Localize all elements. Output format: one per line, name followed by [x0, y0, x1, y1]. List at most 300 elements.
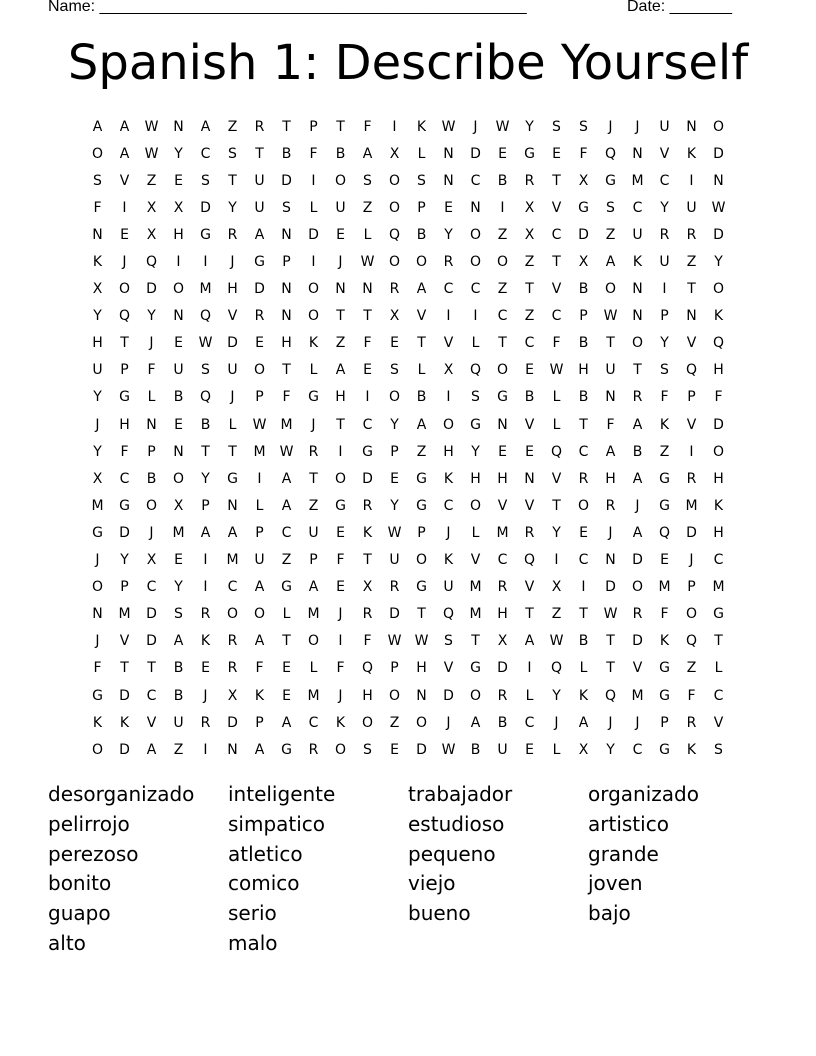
- grid-letter: V: [659, 145, 670, 162]
- grid-letter: W: [441, 118, 456, 135]
- grid-letter: O: [469, 226, 482, 243]
- grid-letter: N: [173, 118, 184, 135]
- grid-letter: M: [226, 552, 239, 569]
- word-list-item: joven: [588, 871, 643, 896]
- grid-letter: H: [92, 335, 103, 352]
- grid-letter: K: [443, 470, 454, 487]
- grid-letter: O: [253, 606, 266, 623]
- grid-letter: T: [336, 118, 345, 135]
- grid-letter: K: [335, 714, 346, 731]
- grid-letter: V: [443, 660, 454, 677]
- grid-letter: X: [551, 579, 562, 596]
- grid-letter: E: [390, 335, 399, 352]
- grid-letter: U: [659, 254, 670, 271]
- grid-letter: R: [578, 470, 589, 487]
- grid-letter: W: [414, 633, 429, 650]
- grid-letter: N: [281, 308, 292, 325]
- grid-letter: W: [144, 118, 159, 135]
- grid-letter: T: [336, 416, 345, 433]
- grid-letter: G: [659, 741, 670, 758]
- grid-letter: E: [336, 579, 345, 596]
- grid-letter: G: [416, 579, 427, 596]
- grid-letter: N: [605, 552, 616, 569]
- grid-letter: W: [549, 362, 564, 379]
- grid-letter: E: [579, 524, 588, 541]
- grid-letter: R: [389, 281, 400, 298]
- grid-letter: H: [119, 416, 130, 433]
- grid-letter: N: [605, 389, 616, 406]
- grid-letter: S: [444, 633, 453, 650]
- grid-letter: M: [253, 443, 266, 460]
- grid-letter: B: [173, 687, 184, 704]
- grid-letter: B: [524, 389, 535, 406]
- grid-letter: J: [446, 714, 451, 731]
- grid-letter: C: [281, 524, 292, 541]
- word-list-item: artistico: [588, 811, 669, 836]
- grid-letter: A: [416, 281, 427, 298]
- grid-letter: I: [203, 741, 208, 758]
- grid-letter: O: [469, 254, 482, 271]
- grid-letter: N: [92, 606, 103, 623]
- grid-letter: M: [712, 579, 725, 596]
- grid-letter: H: [470, 470, 481, 487]
- grid-letter: T: [471, 633, 480, 650]
- grid-letter: Q: [685, 633, 698, 650]
- grid-letter: D: [119, 687, 130, 704]
- grid-letter: T: [714, 633, 723, 650]
- grid-letter: R: [497, 687, 508, 704]
- grid-letter: E: [498, 145, 507, 162]
- grid-letter: X: [92, 470, 103, 487]
- word-list-item: simpatico: [228, 811, 326, 836]
- grid-letter: X: [524, 199, 535, 216]
- grid-letter: B: [470, 741, 481, 758]
- name-line[interactable]: Name: ________________________________________________: [48, 0, 527, 15]
- grid-letter: O: [415, 714, 428, 731]
- grid-letter: S: [282, 199, 291, 216]
- grid-letter: M: [631, 172, 644, 189]
- grid-letter: Q: [604, 687, 617, 704]
- grid-letter: D: [146, 281, 157, 298]
- grid-letter: J: [149, 335, 154, 352]
- grid-letter: T: [552, 497, 561, 514]
- grid-letter: H: [578, 362, 589, 379]
- grid-letter: I: [203, 254, 208, 271]
- grid-letter: X: [578, 741, 589, 758]
- grid-letter: O: [91, 741, 104, 758]
- grid-letter: W: [441, 741, 456, 758]
- grid-letter: Q: [685, 362, 698, 379]
- grid-letter: B: [281, 145, 292, 162]
- grid-letter: K: [686, 145, 697, 162]
- grid-letter: O: [334, 741, 347, 758]
- grid-letter: P: [390, 443, 399, 460]
- grid-letter: C: [713, 552, 724, 569]
- grid-letter: J: [635, 714, 640, 731]
- word-list-item: bajo: [588, 901, 631, 926]
- grid-letter: G: [470, 416, 481, 433]
- grid-letter: C: [443, 497, 454, 514]
- grid-letter: R: [227, 633, 238, 650]
- grid-letter: L: [363, 226, 372, 243]
- grid-letter: I: [581, 579, 586, 596]
- grid-letter: T: [552, 172, 561, 189]
- grid-letter: Q: [658, 524, 671, 541]
- grid-letter: J: [446, 524, 451, 541]
- grid-letter: D: [416, 741, 427, 758]
- grid-letter: X: [92, 281, 103, 298]
- grid-letter: Q: [712, 335, 725, 352]
- grid-letter: R: [632, 389, 643, 406]
- grid-letter: O: [334, 172, 347, 189]
- grid-letter: O: [442, 416, 455, 433]
- grid-letter: E: [525, 443, 534, 460]
- grid-letter: A: [632, 416, 643, 433]
- grid-letter: K: [308, 335, 319, 352]
- grid-letter: D: [308, 226, 319, 243]
- grid-letter: I: [662, 281, 667, 298]
- grid-letter: Q: [361, 660, 374, 677]
- grid-letter: A: [146, 741, 157, 758]
- grid-letter: W: [279, 443, 294, 460]
- grid-letter: X: [497, 633, 508, 650]
- grid-letter: L: [228, 416, 237, 433]
- grid-letter: F: [363, 118, 372, 135]
- grid-letter: F: [93, 199, 102, 216]
- grid-letter: O: [172, 470, 185, 487]
- grid-letter: V: [524, 579, 535, 596]
- grid-letter: M: [658, 579, 671, 596]
- grid-letter: X: [443, 362, 454, 379]
- grid-letter: O: [415, 552, 428, 569]
- grid-letter: R: [308, 443, 319, 460]
- grid-letter: X: [173, 497, 184, 514]
- grid-letter: H: [443, 443, 454, 460]
- grid-letter: V: [551, 470, 562, 487]
- grid-letter: S: [714, 741, 723, 758]
- grid-letter: K: [254, 687, 265, 704]
- grid-letter: Y: [444, 226, 453, 243]
- grid-letter: O: [469, 687, 482, 704]
- grid-letter: S: [201, 362, 210, 379]
- grid-letter: Z: [389, 714, 400, 731]
- grid-letter: H: [362, 687, 373, 704]
- grid-letter: D: [227, 335, 238, 352]
- grid-letter: A: [254, 741, 265, 758]
- grid-letter: M: [118, 606, 131, 623]
- grid-letter: I: [689, 172, 694, 189]
- grid-letter: G: [659, 687, 670, 704]
- grid-letter: N: [443, 172, 454, 189]
- grid-letter: D: [227, 714, 238, 731]
- grid-letter: G: [524, 145, 535, 162]
- grid-letter: O: [388, 199, 401, 216]
- grid-letter: P: [579, 308, 588, 325]
- grid-letter: L: [309, 362, 318, 379]
- grid-letter: O: [91, 579, 104, 596]
- grid-letter: W: [387, 633, 402, 650]
- grid-letter: D: [605, 579, 616, 596]
- grid-letter: L: [282, 606, 291, 623]
- grid-letter: G: [470, 660, 481, 677]
- grid-letter: X: [389, 308, 400, 325]
- grid-letter: D: [362, 470, 373, 487]
- grid-letter: R: [443, 254, 454, 271]
- grid-letter: G: [227, 470, 238, 487]
- grid-letter: T: [579, 416, 588, 433]
- grid-letter: T: [606, 633, 615, 650]
- grid-letter: W: [603, 308, 618, 325]
- word-list-item: viejo: [408, 871, 456, 896]
- grid-letter: P: [417, 199, 426, 216]
- grid-letter: T: [336, 308, 345, 325]
- grid-letter: O: [388, 687, 401, 704]
- grid-letter: N: [173, 308, 184, 325]
- grid-letter: P: [687, 579, 696, 596]
- grid-letter: C: [497, 308, 508, 325]
- grid-letter: D: [470, 145, 481, 162]
- grid-letter: L: [309, 660, 318, 677]
- grid-letter: I: [527, 660, 532, 677]
- grid-letter: G: [335, 497, 346, 514]
- grid-letter: U: [254, 199, 265, 216]
- grid-letter: G: [659, 470, 670, 487]
- page-title: Spanish 1: Describe Yourself: [67, 35, 749, 91]
- grid-letter: I: [203, 552, 208, 569]
- grid-letter: J: [338, 254, 343, 271]
- word-list-item: estudioso: [408, 811, 505, 836]
- grid-letter: L: [579, 660, 588, 677]
- grid-letter: A: [200, 524, 211, 541]
- grid-letter: E: [660, 552, 669, 569]
- grid-letter: Z: [686, 254, 697, 271]
- grid-letter: A: [605, 443, 616, 460]
- grid-letter: O: [415, 254, 428, 271]
- grid-letter: R: [389, 579, 400, 596]
- grid-letter: Y: [552, 524, 561, 541]
- grid-letter: N: [173, 443, 184, 460]
- grid-letter: Q: [388, 226, 401, 243]
- grid-letter: X: [146, 226, 157, 243]
- grid-letter: U: [659, 118, 670, 135]
- grid-letter: C: [713, 687, 724, 704]
- grid-letter: F: [579, 145, 588, 162]
- grid-letter: F: [660, 389, 669, 406]
- grid-letter: V: [227, 308, 238, 325]
- grid-letter: S: [390, 362, 399, 379]
- grid-letter: L: [552, 416, 561, 433]
- grid-letter: Z: [362, 199, 373, 216]
- grid-letter: M: [685, 497, 698, 514]
- grid-letter: A: [200, 118, 211, 135]
- grid-letter: D: [200, 199, 211, 216]
- grid-letter: C: [308, 714, 319, 731]
- grid-letter: U: [632, 226, 643, 243]
- grid-letter: D: [632, 552, 643, 569]
- grid-letter: R: [200, 606, 211, 623]
- grid-letter: Q: [523, 552, 536, 569]
- grid-letter: P: [120, 579, 129, 596]
- grid-letter: Y: [120, 552, 129, 569]
- grid-letter: D: [443, 687, 454, 704]
- grid-letter: E: [282, 660, 291, 677]
- grid-letter: T: [201, 443, 210, 460]
- grid-letter: W: [603, 606, 618, 623]
- grid-letter: I: [500, 199, 505, 216]
- grid-letter: U: [173, 714, 184, 731]
- grid-letter: P: [309, 118, 318, 135]
- grid-letter: J: [608, 118, 613, 135]
- grid-letter: G: [119, 497, 130, 514]
- grid-letter: Q: [469, 362, 482, 379]
- grid-letter: F: [687, 687, 696, 704]
- grid-letter: A: [227, 524, 238, 541]
- word-list-item: perezoso: [48, 841, 139, 866]
- grid-letter: O: [307, 633, 320, 650]
- grid-letter: X: [362, 579, 373, 596]
- grid-letter: W: [198, 335, 213, 352]
- grid-letter: Y: [471, 443, 480, 460]
- grid-letter: Y: [93, 443, 102, 460]
- grid-letter: L: [552, 741, 561, 758]
- grid-letter: Z: [659, 443, 670, 460]
- grid-letter: D: [713, 226, 724, 243]
- grid-letter: Y: [606, 741, 615, 758]
- grid-letter: M: [631, 687, 644, 704]
- grid-letter: T: [228, 443, 237, 460]
- grid-letter: I: [338, 443, 343, 460]
- grid-letter: Z: [416, 443, 427, 460]
- grid-letter: T: [363, 552, 372, 569]
- grid-letter: U: [335, 199, 346, 216]
- grid-letter: Z: [281, 552, 292, 569]
- grid-letter: Z: [308, 497, 319, 514]
- grid-letter: G: [713, 606, 724, 623]
- grid-letter: I: [257, 470, 262, 487]
- grid-letter: E: [525, 362, 534, 379]
- grid-letter: T: [417, 335, 426, 352]
- grid-letter: C: [119, 470, 130, 487]
- grid-letter: S: [363, 172, 372, 189]
- grid-letter: Z: [524, 308, 535, 325]
- date-line[interactable]: Date: _______: [627, 0, 732, 15]
- grid-letter: W: [549, 633, 564, 650]
- grid-letter: O: [496, 362, 509, 379]
- grid-letter: D: [713, 145, 724, 162]
- grid-letter: O: [361, 714, 374, 731]
- grid-letter: G: [254, 254, 265, 271]
- grid-letter: O: [604, 281, 617, 298]
- grid-letter: H: [713, 362, 724, 379]
- grid-letter: G: [416, 497, 427, 514]
- grid-letter: A: [119, 145, 130, 162]
- grid-letter: R: [686, 226, 697, 243]
- grid-letter: U: [497, 741, 508, 758]
- grid-letter: Z: [335, 335, 346, 352]
- grid-letter: H: [335, 389, 346, 406]
- grid-letter: D: [281, 172, 292, 189]
- grid-letter: J: [203, 687, 208, 704]
- grid-letter: Q: [550, 660, 563, 677]
- grid-letter: V: [551, 281, 562, 298]
- word-search-grid: [84, 113, 732, 763]
- grid-letter: O: [496, 254, 509, 271]
- grid-letter: T: [282, 118, 291, 135]
- grid-letter: W: [711, 199, 726, 216]
- grid-letter: G: [416, 470, 427, 487]
- grid-letter: A: [416, 416, 427, 433]
- grid-letter: G: [119, 389, 130, 406]
- grid-letter: B: [173, 660, 184, 677]
- grid-letter: A: [632, 470, 643, 487]
- grid-letter: F: [336, 552, 345, 569]
- grid-letter: V: [146, 714, 157, 731]
- word-list-item: pequeno: [408, 841, 496, 866]
- grid-letter: J: [635, 497, 640, 514]
- grid-letter: E: [174, 552, 183, 569]
- grid-letter: B: [632, 443, 643, 460]
- grid-letter: O: [145, 497, 158, 514]
- grid-letter: J: [689, 552, 694, 569]
- grid-letter: F: [660, 606, 669, 623]
- grid-letter: L: [525, 687, 534, 704]
- grid-letter: C: [524, 714, 535, 731]
- grid-letter: K: [443, 552, 454, 569]
- grid-letter: Q: [550, 443, 563, 460]
- grid-letter: I: [446, 389, 451, 406]
- grid-letter: D: [119, 524, 130, 541]
- grid-letter: C: [470, 281, 481, 298]
- word-list-item: trabajador: [408, 782, 513, 806]
- grid-letter: L: [417, 145, 426, 162]
- grid-letter: T: [147, 660, 156, 677]
- grid-letter: F: [309, 145, 318, 162]
- grid-letter: O: [388, 254, 401, 271]
- grid-letter: M: [496, 524, 509, 541]
- grid-letter: R: [362, 606, 373, 623]
- grid-letter: Z: [227, 118, 238, 135]
- grid-letter: H: [605, 470, 616, 487]
- grid-letter: T: [606, 660, 615, 677]
- grid-letter: A: [281, 497, 292, 514]
- grid-letter: R: [362, 497, 373, 514]
- grid-letter: H: [281, 335, 292, 352]
- grid-letter: J: [230, 254, 235, 271]
- grid-letter: O: [685, 606, 698, 623]
- grid-letter: K: [92, 714, 103, 731]
- grid-letter: K: [578, 687, 589, 704]
- grid-letter: L: [471, 335, 480, 352]
- grid-letter: C: [578, 552, 589, 569]
- grid-letter: R: [524, 172, 535, 189]
- grid-letter: R: [227, 660, 238, 677]
- grid-letter: L: [147, 389, 156, 406]
- grid-letter: B: [173, 389, 184, 406]
- grid-letter: U: [173, 362, 184, 379]
- grid-letter: W: [495, 118, 510, 135]
- grid-letter: S: [660, 362, 669, 379]
- grid-letter: Z: [605, 226, 616, 243]
- grid-letter: H: [713, 524, 724, 541]
- grid-letter: O: [631, 335, 644, 352]
- grid-letter: T: [120, 335, 129, 352]
- grid-letter: V: [443, 335, 454, 352]
- grid-letter: D: [146, 633, 157, 650]
- grid-letter: N: [686, 308, 697, 325]
- grid-letter: J: [473, 118, 478, 135]
- grid-letter: N: [92, 226, 103, 243]
- grid-letter: A: [254, 226, 265, 243]
